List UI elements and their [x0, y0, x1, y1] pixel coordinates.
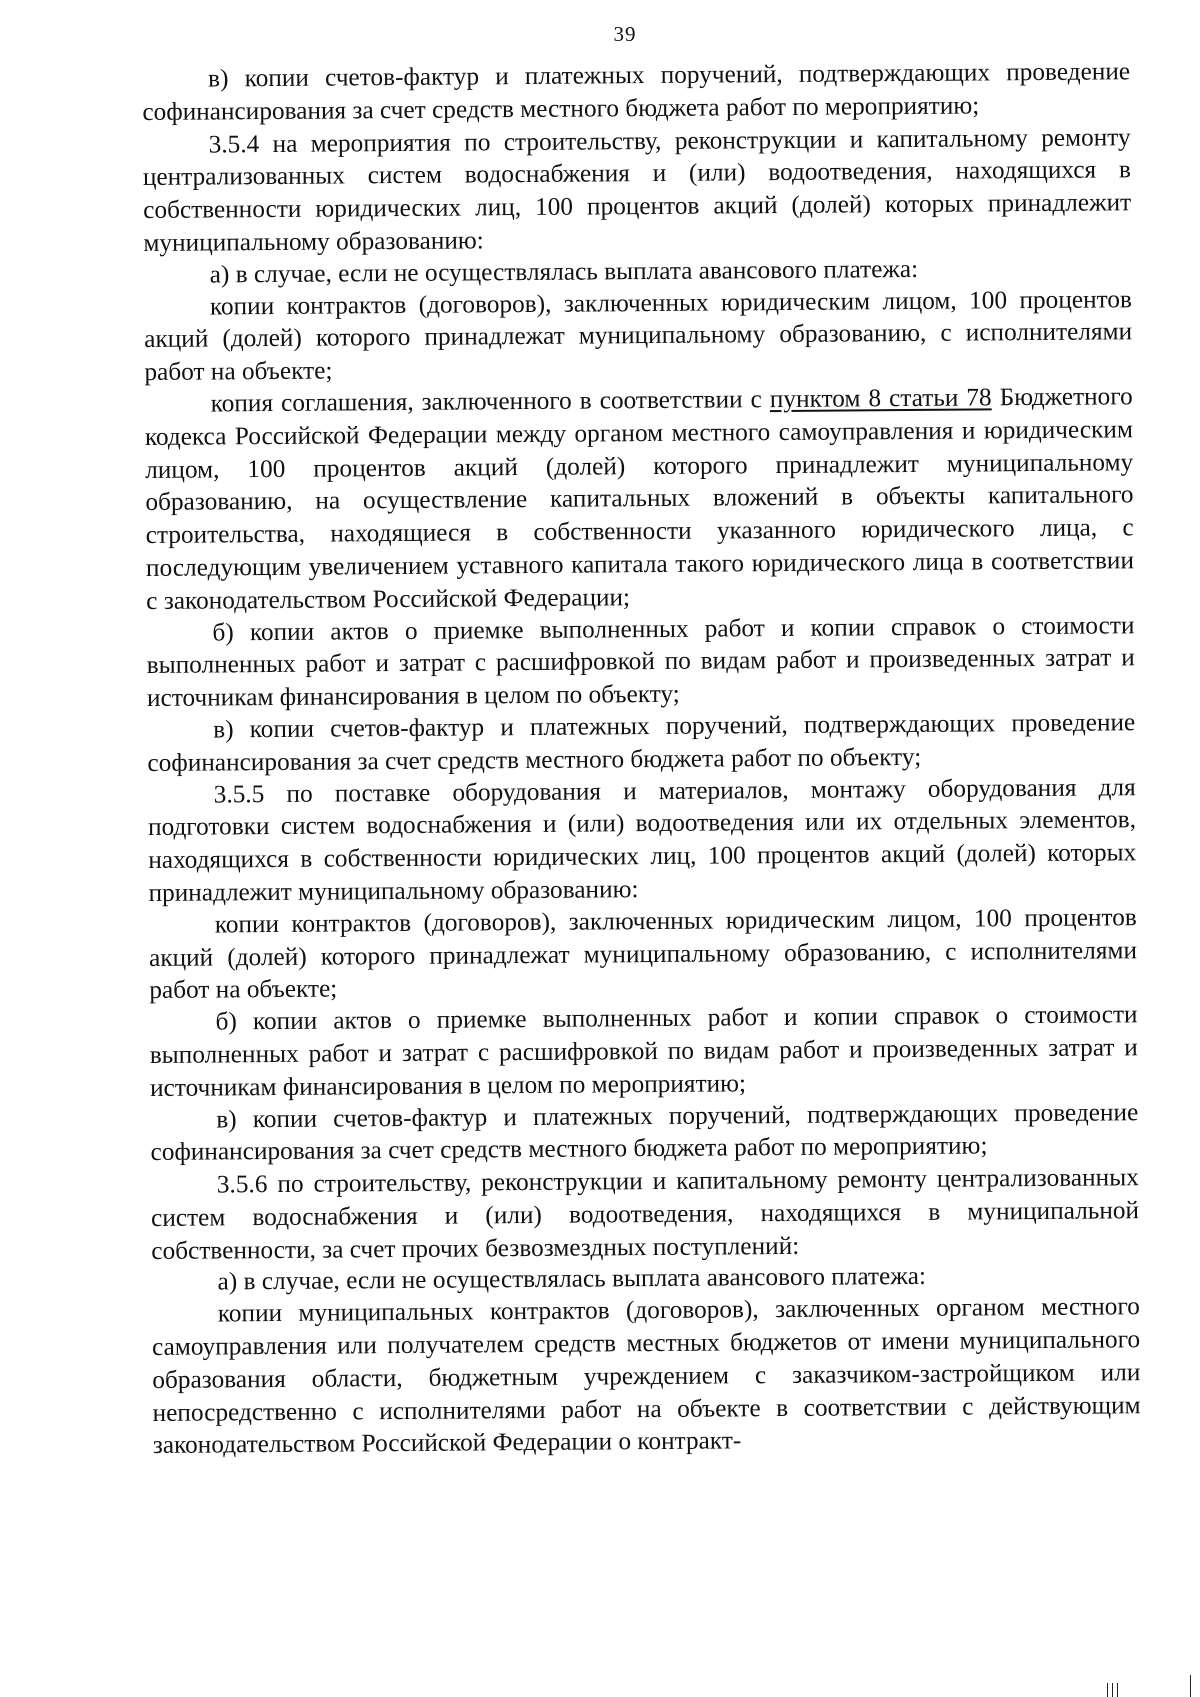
- paragraph-agreement-copy: [145, 380, 1135, 617]
- paragraph-3-5-5-b: б) копии актов о приемке выполненных работ и копии справок о стоимости выполненных работ и затрат с расшифровкой по видам работ и произведенных затрат и источникам финансирования в целом по мероприятию;: [149, 1000, 1138, 1102]
- paragraph-3-5-4-b: б) копии актов о приемке выполненных работ и копии справок о стоимости выполненных работ и затрат с расшифровкой по видам работ и произведенных затрат и источникам финансирования в целом по объекту;: [146, 610, 1135, 713]
- agreement-text-before: копия соглашения, заключенного в соответствии с: [210, 385, 770, 418]
- agreement-text-after: Бюджетного кодекса Российской Федерации между органом местного самоуправления и юридическим лицом, 100 процентов акций (долей) которого принадлежит муниципальному образованию, на осуществление капитальных вложений в объекты капитального строительства, находящиеся в собственности указанного юридического лица, с последующим увеличением уставного капитала такого юридического лица в соответствии с законодательством Российской Федерации;: [144, 382, 1135, 615]
- paragraph-municipal-contract-copies: копии муниципальных контрактов (договоров), заключенных органом местного самоуправления или получателем средств местных бюджетов от имени муниципального образования области, бюджетным учреждением с заказчиком-застройщиком или непосредственно с исполнителями работ на объекте в соответствии с действующим законодательством Российской Федерации о контракт-: [151, 1292, 1141, 1460]
- scan-edge-mark: [1117, 1683, 1118, 1697]
- paragraph-3-5-4-v: в) копии счетов-фактур и платежных поручений, подтверждающих проведение софинансирования за счет средств местного бюджета работ по объекту;: [147, 708, 1136, 777]
- scan-edge-mark: [1107, 1683, 1108, 1697]
- page-number: 39: [613, 22, 637, 46]
- paragraph-3-5-3-v: в) копии счетов-фактур и платежных поручений, подтверждающих проведение софинансирования за счет средств местного бюджета работ по мероприятию;: [142, 57, 1131, 126]
- document-body: [142, 55, 1141, 1462]
- scan-edge-mark: [1112, 1683, 1113, 1697]
- paragraph-3-5-5-contract-copies: копии контрактов (договоров), заключенных юридическим лицом, 100 процентов акций (долей) которого принадлежат муниципальному образованию, с исполнителями работ на объекте;: [148, 902, 1138, 1005]
- paragraph-3-5-5-v: в) копии счетов-фактур и платежных поручений, подтверждающих проведение софинансирования за счет средств местного бюджета работ по мероприятию;: [150, 1097, 1139, 1167]
- paragraph-3-5-6: 3.5.6 по строительству, реконструкции и капитальному ремонту централизованных систем водоснабжения и (или) водоотведения, находящихся в муниципальной собственности, за счет прочих безвозмездных поступлений:: [150, 1163, 1140, 1265]
- paragraph-3-5-5: 3.5.5 по поставке оборудования и материалов, монтажу оборудования для подготовки систем водоснабжения и (или) водоотведения или их отдельных элементов, находящихся в собственности юридических лиц, 100 процентов акций (долей) которых принадлежит муниципальному образованию:: [147, 772, 1137, 907]
- paragraph-contract-copies: копии контрактов (договоров), заключенных юридическим лицом, 100 процентов акций (долей) которого принадлежат муниципальному образованию, с исполнителями работ на объекте;: [144, 284, 1133, 387]
- paragraph-3-5-4: 3.5.4 на мероприятия по строительству, реконструкции и капитальному ремонту централизованных систем водоснабжения и (или) водоотведения, находящихся в собственности юридических лиц, 100 процентов акций (долей) которых принадлежит муниципальному образованию:: [142, 122, 1132, 257]
- paragraph-3-5-4-a: а) в случае, если не осуществлялась выплата авансового платежа:: [209, 254, 919, 289]
- scan-edge-mark: [1190, 1675, 1191, 1697]
- budget-code-link[interactable]: пунктом 8 статьи 78: [769, 383, 992, 414]
- paragraph-3-5-6-a: а) в случае, если не осуществлялась выплата авансового платежа:: [217, 1262, 927, 1296]
